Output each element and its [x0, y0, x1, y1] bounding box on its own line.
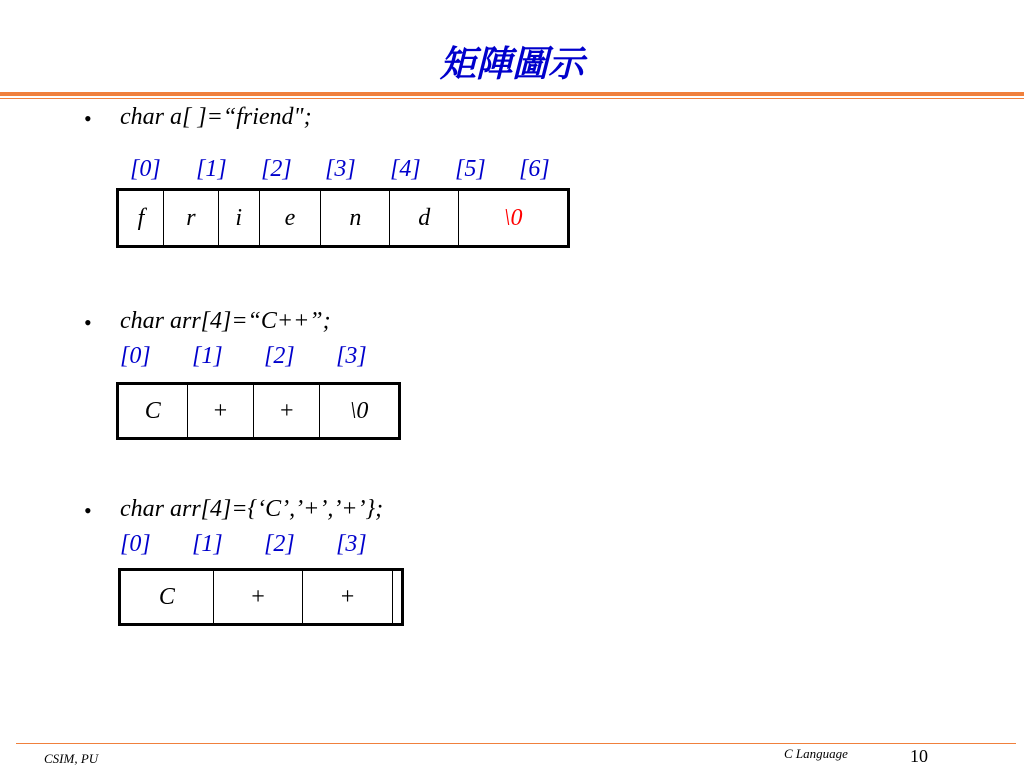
footer-left-text: CSIM, PU: [44, 751, 99, 766]
array-cell: +: [253, 384, 319, 439]
array-cell: n: [321, 190, 390, 247]
array-cell-empty: [392, 570, 402, 625]
index-label: [1]: [192, 343, 223, 369]
index-label: [0]: [120, 531, 151, 557]
code-line-2: char arr[4]=“C++”;: [120, 308, 331, 334]
array-cell: +: [213, 570, 302, 625]
index-label: [1]: [192, 531, 223, 557]
array-cell: r: [164, 190, 219, 247]
index-label: [2]: [264, 343, 295, 369]
index-label: [2]: [261, 156, 292, 182]
char-array-table-3: [118, 568, 404, 626]
index-label: [4]: [390, 156, 421, 182]
title-divider-thick: [0, 92, 1024, 96]
array-cell: e: [259, 190, 321, 247]
array-cell: +: [303, 570, 392, 625]
index-label: [0]: [130, 156, 161, 182]
char-array-table-1: [116, 188, 570, 248]
array-cell: C: [120, 570, 214, 625]
array-cell: C: [118, 384, 188, 439]
bullet-2: •: [84, 310, 92, 335]
null-terminator-cell: \0: [320, 384, 400, 439]
bullet-1: •: [84, 106, 92, 131]
index-label: [3]: [325, 156, 356, 182]
index-label: [1]: [196, 156, 227, 182]
footer-divider: [16, 743, 1016, 744]
footer-course-text: C Language: [784, 746, 848, 761]
char-array-table-2: [116, 382, 401, 440]
index-label: [6]: [519, 156, 550, 182]
array-cell: d: [390, 190, 459, 247]
index-label: [3]: [336, 343, 367, 369]
bullet-3: •: [84, 498, 92, 523]
slide-title: 矩陣圖示: [439, 43, 584, 85]
title-divider-thin: [0, 98, 1024, 99]
index-label: [0]: [120, 343, 151, 369]
array-cell: +: [187, 384, 253, 439]
array-cell: f: [118, 190, 164, 247]
page-number: 10: [910, 746, 928, 766]
index-label: [3]: [336, 531, 367, 557]
code-line-1: char a[ ]=“friend";: [120, 104, 312, 130]
code-line-3: char arr[4]={‘C’,’+’,’+’};: [120, 496, 384, 522]
array-cell: i: [218, 190, 259, 247]
index-label: [2]: [264, 531, 295, 557]
index-label: [5]: [455, 156, 486, 182]
null-terminator-cell: \0: [459, 190, 569, 247]
